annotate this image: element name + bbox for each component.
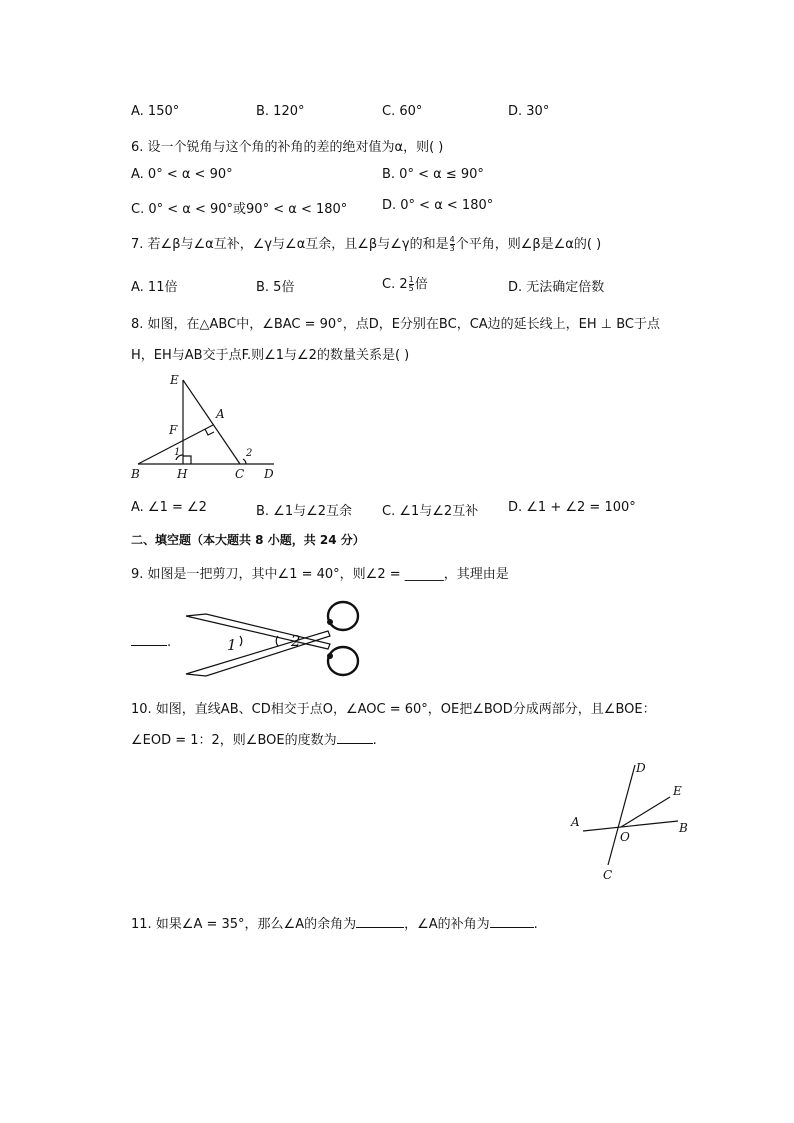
q7-opt-c-num: 1 bbox=[408, 275, 414, 284]
q7-frac-num: 4 bbox=[449, 235, 455, 244]
q9-answer-line bbox=[131, 633, 171, 650]
label-1: 1 bbox=[174, 447, 181, 458]
label-2: 2 bbox=[291, 632, 301, 650]
label-c: C bbox=[235, 467, 245, 481]
q7-option-c-fraction bbox=[409, 276, 414, 293]
q7-stem-after: 个平角，则∠β是∠α的( ) bbox=[455, 237, 602, 252]
q5-option-b: B. 120° bbox=[256, 104, 305, 119]
label-d: D bbox=[264, 467, 274, 481]
q7-option-b: B. 5倍 bbox=[256, 280, 295, 295]
q10-stem-text: ∠EOD = 1：2，则∠BOE的度数为 bbox=[131, 733, 337, 748]
q10-stem-line1: 10. 如图，直线AB、CD相交于点O，∠AOC = 60°，OE把∠BOD分成两部分，且∠BOE： bbox=[131, 702, 656, 717]
q5-option-d: D. 30° bbox=[508, 104, 550, 119]
q9-reason-blank[interactable] bbox=[131, 633, 167, 646]
q8-stem-line2: H，EH与AB交于点F.则∠1与∠2的数量关系是( ) bbox=[131, 348, 410, 363]
q7-option-a: A. 11倍 bbox=[131, 280, 178, 295]
q7-fraction bbox=[450, 236, 455, 253]
q7-frac-den: 3 bbox=[449, 244, 455, 253]
label-a: A bbox=[216, 407, 225, 421]
q9-stem: 9. 如图是一把剪刀，其中∠1 = 40°，则∠2 = ______，其理由是 bbox=[131, 567, 509, 582]
q10-stem-line2 bbox=[131, 729, 377, 748]
scissor-blade-lower bbox=[186, 631, 330, 676]
angle-2-arc bbox=[243, 459, 246, 464]
q11-stem bbox=[131, 913, 538, 932]
q10-answer-blank[interactable] bbox=[337, 731, 373, 744]
q9-scissors-figure bbox=[178, 596, 363, 681]
label-h: H bbox=[177, 467, 188, 481]
q11-part3: . bbox=[533, 917, 538, 932]
scissor-ring-lower bbox=[328, 647, 358, 675]
q6-option-c: C. 0° < α < 90°或90° < α < 180° bbox=[131, 202, 348, 217]
q6-stem: 6. 设一个锐角与这个角的补角的差的绝对值为α，则( ) bbox=[131, 140, 444, 155]
q6-option-b: B. 0° < α ≤ 90° bbox=[382, 167, 484, 182]
q7-option-c bbox=[382, 273, 428, 293]
right-angle-a bbox=[205, 429, 214, 435]
right-angle-h bbox=[183, 456, 191, 464]
q8-option-d: D. ∠1 + ∠2 = 100° bbox=[508, 500, 636, 515]
q6-option-a: A. 0° < α < 90° bbox=[131, 167, 233, 182]
label-2: 2 bbox=[246, 448, 253, 459]
label-b: B bbox=[679, 821, 688, 835]
line-ab bbox=[583, 821, 678, 831]
section-heading-fill-blank: 二、填空题（本大题共 8 小题，共 24 分） bbox=[131, 533, 365, 547]
angle-1-arc bbox=[240, 636, 242, 646]
q10-tail: . bbox=[372, 733, 377, 748]
q7-opt-c-den: 5 bbox=[408, 284, 414, 293]
q8-option-a: A. ∠1 = ∠2 bbox=[131, 500, 207, 515]
q6-option-d: D. 0° < α < 180° bbox=[382, 198, 494, 213]
q11-complement-blank[interactable] bbox=[356, 915, 404, 928]
label-c: C bbox=[603, 868, 613, 882]
label-d: D bbox=[636, 761, 646, 775]
q11-supplement-blank[interactable] bbox=[490, 915, 534, 928]
scissor-blade-upper bbox=[186, 614, 330, 649]
q5-option-a: A. 150° bbox=[131, 104, 180, 119]
label-b: B bbox=[131, 467, 140, 481]
q7-option-c-suffix: 倍 bbox=[414, 277, 428, 292]
q5-option-c: C. 60° bbox=[382, 104, 423, 119]
rivet-upper bbox=[327, 619, 333, 625]
q7-stem bbox=[131, 233, 601, 253]
scissor-ring-upper bbox=[328, 602, 358, 630]
q8-triangle-figure bbox=[128, 370, 278, 485]
label-1: 1 bbox=[227, 636, 237, 654]
label-e: E bbox=[170, 373, 179, 387]
q10-lines-figure bbox=[565, 755, 700, 885]
q7-stem-before: 7. 若∠β与∠α互补，∠γ与∠α互余，且∠β与∠γ的和是 bbox=[131, 237, 449, 252]
q11-part2: ，∠A的补角为 bbox=[404, 917, 490, 932]
rivet-lower bbox=[327, 653, 333, 659]
line-ec bbox=[183, 380, 240, 464]
q7-option-d: D. 无法确定倍数 bbox=[508, 280, 605, 295]
q8-option-b: B. ∠1与∠2互余 bbox=[256, 504, 353, 519]
q11-part1: 11. 如果∠A = 35°，那么∠A的余角为 bbox=[131, 917, 357, 932]
q8-stem-line1: 8. 如图，在△ABC中，∠BAC = 90°，点D，E分别在BC，CA边的延长线上，EH ⊥ BC于点 bbox=[131, 317, 661, 332]
label-f: F bbox=[169, 423, 178, 437]
label-o: O bbox=[620, 830, 630, 844]
q9-tail: . bbox=[167, 635, 172, 650]
label-e: E bbox=[673, 784, 682, 798]
label-a: A bbox=[571, 815, 580, 829]
q8-option-c: C. ∠1与∠2互补 bbox=[382, 504, 479, 519]
line-cd bbox=[608, 765, 635, 865]
q7-option-c-prefix: C. 2 bbox=[382, 277, 408, 292]
